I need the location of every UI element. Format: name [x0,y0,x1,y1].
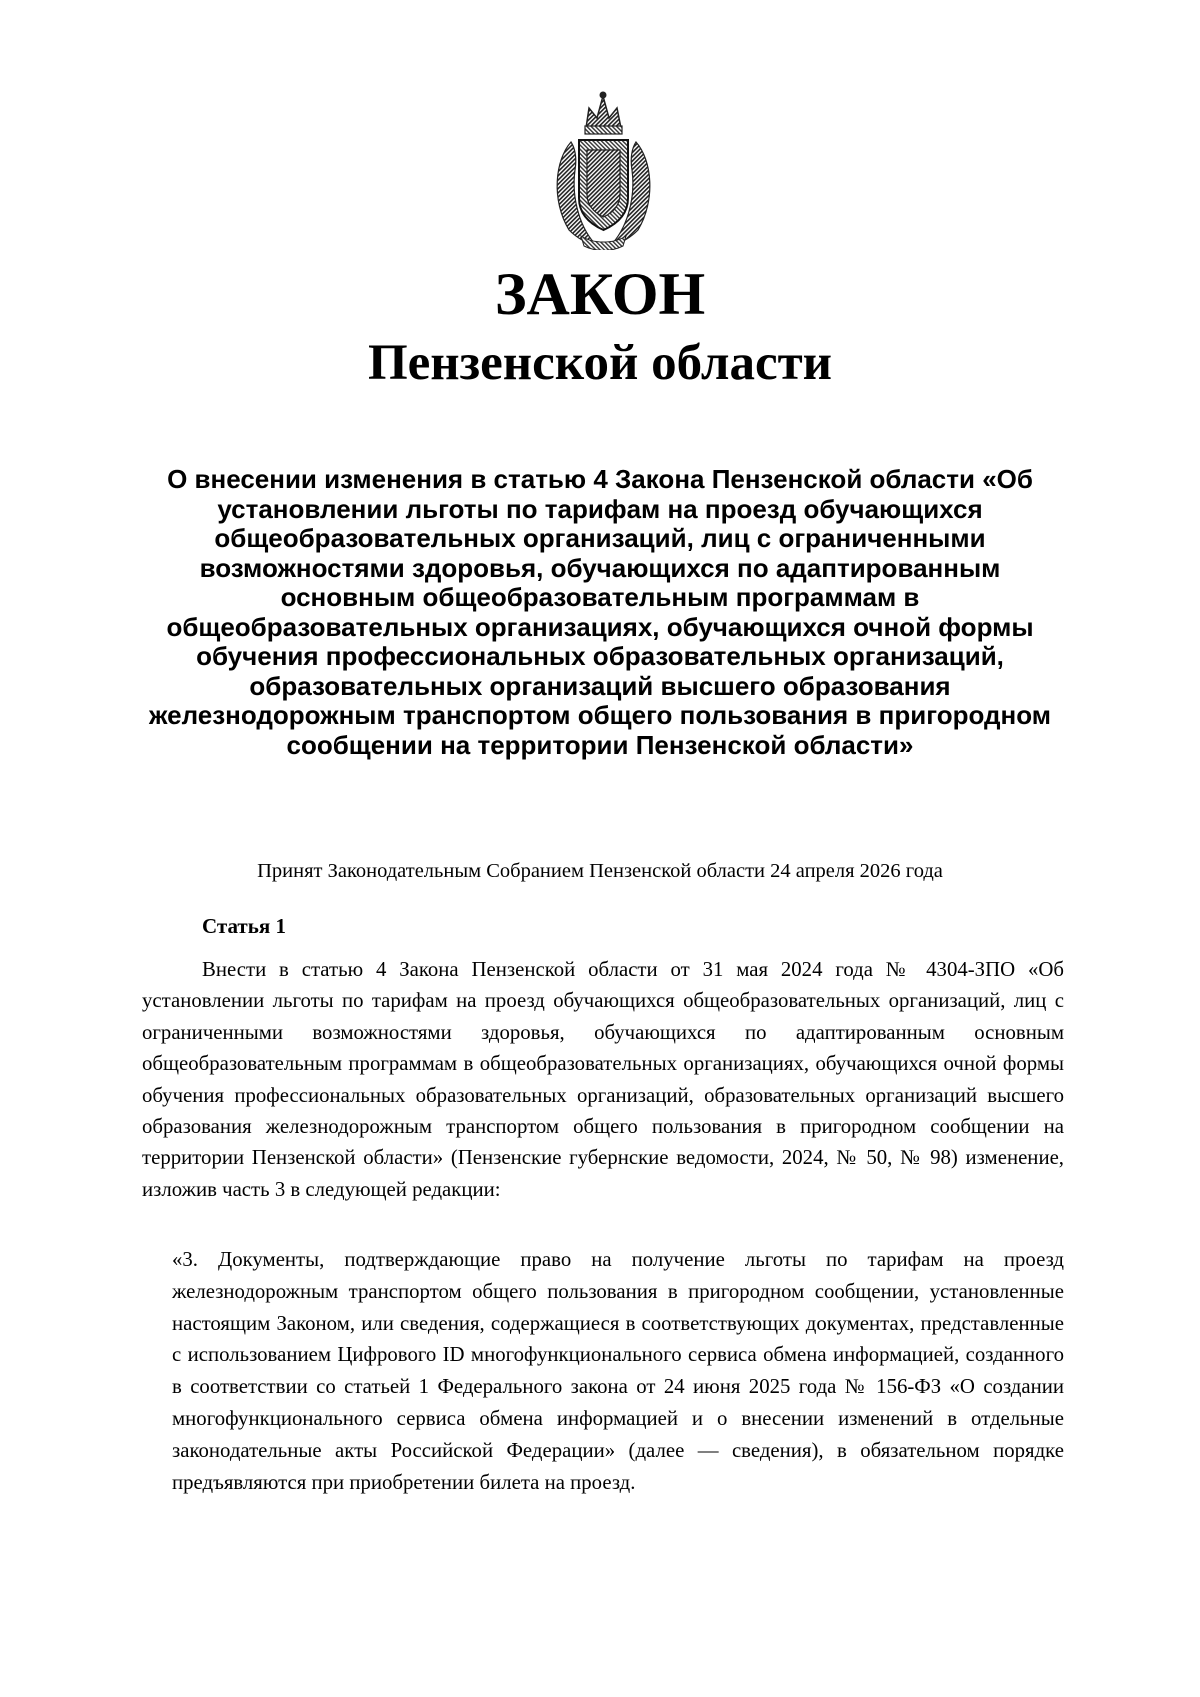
quoted-amended-part: «3. Документы, подтверждающие право на получение льготы по тарифам на проезд железнодорожным транспортом общего пользования в пригородном сообщении, установленные настоящим Законом, или сведения, содержащиеся в соответствующих документах, представленные с использованием Цифрового ID многофункционального сервиса обмена информацией, созданного в соответствии со статьей 1 Федерального закона от 24 июня 2025 года № 156-ФЗ «О создании многофункционального сервиса обмена информацией и о внесении изменений в отдельные законодательные акты Российской Федерации» (далее — сведения), в обязательном порядке предъявляются при приобретении билета на проезд. [172,1248,1064,1494]
adoption-line: Принят Законодательным Собранием Пензенской области 24 апреля 2026 года [257,860,943,882]
article-heading: Статья 1 [202,914,286,938]
article-body: Внести в статью 4 Закона Пензенской области от 31 мая 2024 года № 4304-ЗПО «Об установлении льготы по тарифам на проезд обучающихся общеобразовательных организаций, лиц с ограниченными возможностями здоровья, обучающихся по адаптированным основным общеобразовательным программам в общеобразовательных организациях, обучающихся очной формы обучения профессиональных образовательных организаций, образовательных организаций высшего образования железнодорожным транспортом общего пользования в пригородном сообщении на территории Пензенской области» (Пензенские губернские ведомости, 2024, № 50, № 98) изменение, изложив часть 3 в следующей редакции: [142,958,1064,1201]
law-subject-title: О внесении изменения в статью 4 Закона Пензенской области «Об установлении льготы по тарифам на проезд обучающихся общеобразовательных организаций, лиц с ограниченными возможностями здоровья, обучающихся по адаптированным основным общеобразовательным программам в общеобразовательных организациях, обучающихся очной формы обучения профессиональных образовательных организаций, образовательных организаций высшего образования железнодорожным транспортом общего пользования в пригородном сообщении на территории Пензенской области» [149,464,1051,760]
law-region: Пензенской области [367,335,833,391]
penza-coat-of-arms-icon [541,90,666,250]
law-title: ЗАКОН [494,261,706,327]
